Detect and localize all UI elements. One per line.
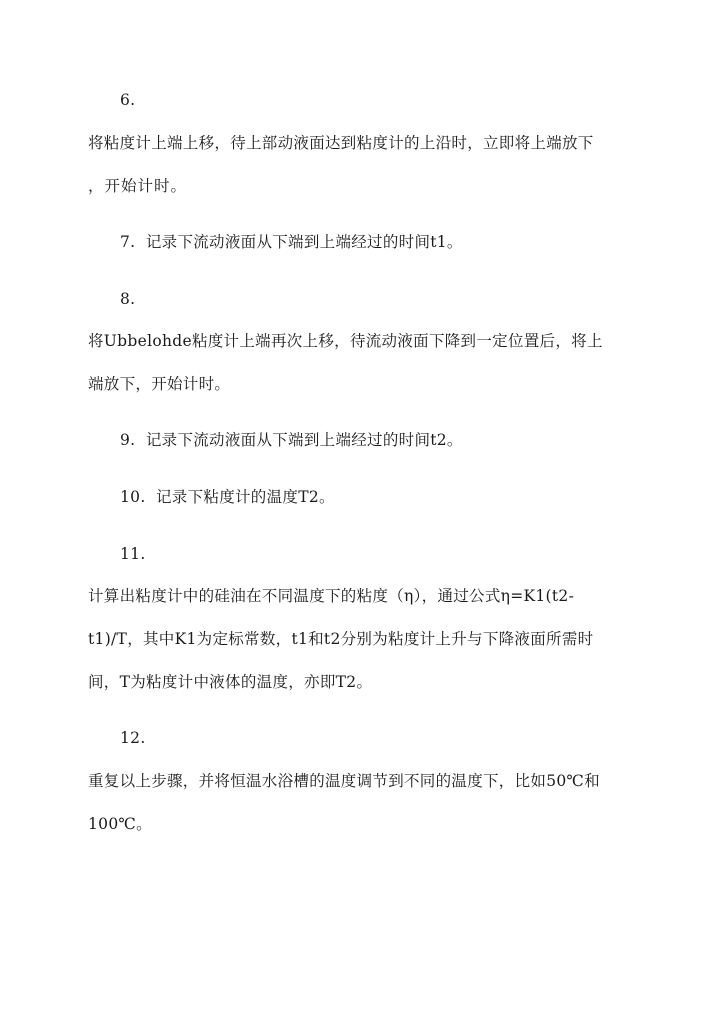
step-8-line-2: 端放下，开始计时。 xyxy=(88,375,231,393)
step-11-number: 11. xyxy=(120,545,146,563)
step-8-number: 8. xyxy=(120,290,136,308)
step-11-line-2: t1)/T，其中K1为定标常数，t1和t2分别为粘度计上升与下降液面所需时 xyxy=(88,630,594,648)
step-6-number: 6. xyxy=(120,91,136,109)
step-10-text: 10. 记录下粘度计的温度T2。 xyxy=(120,488,335,506)
step-8-line-1: 将Ubbelohde粘度计上端再次上移，待流动液面下降到一定位置后，将上 xyxy=(88,332,603,350)
step-12-line-2: 100℃。 xyxy=(88,815,152,833)
step-6-line-2: ，开始计时。 xyxy=(88,177,188,195)
step-7-text: 7. 记录下流动液面从下端到上端经过的时间t1。 xyxy=(120,233,463,251)
step-11-line-1: 计算出粘度计中的硅油在不同温度下的粘度（η），通过公式η=K1(t2- xyxy=(88,587,575,605)
step-9-text: 9. 记录下流动液面从下端到上端经过的时间t2。 xyxy=(120,431,463,449)
step-12-number: 12. xyxy=(120,729,146,747)
step-6-line-1: 将粘度计上端上移，待上部动液面达到粘度计的上沿时，立即将上端放下 xyxy=(88,134,594,152)
step-12-line-1: 重复以上步骤，并将恒温水浴槽的温度调节到不同的温度下，比如50℃和 xyxy=(88,772,600,790)
step-11-line-3: 间，T为粘度计中液体的温度，亦即T2。 xyxy=(88,673,373,691)
